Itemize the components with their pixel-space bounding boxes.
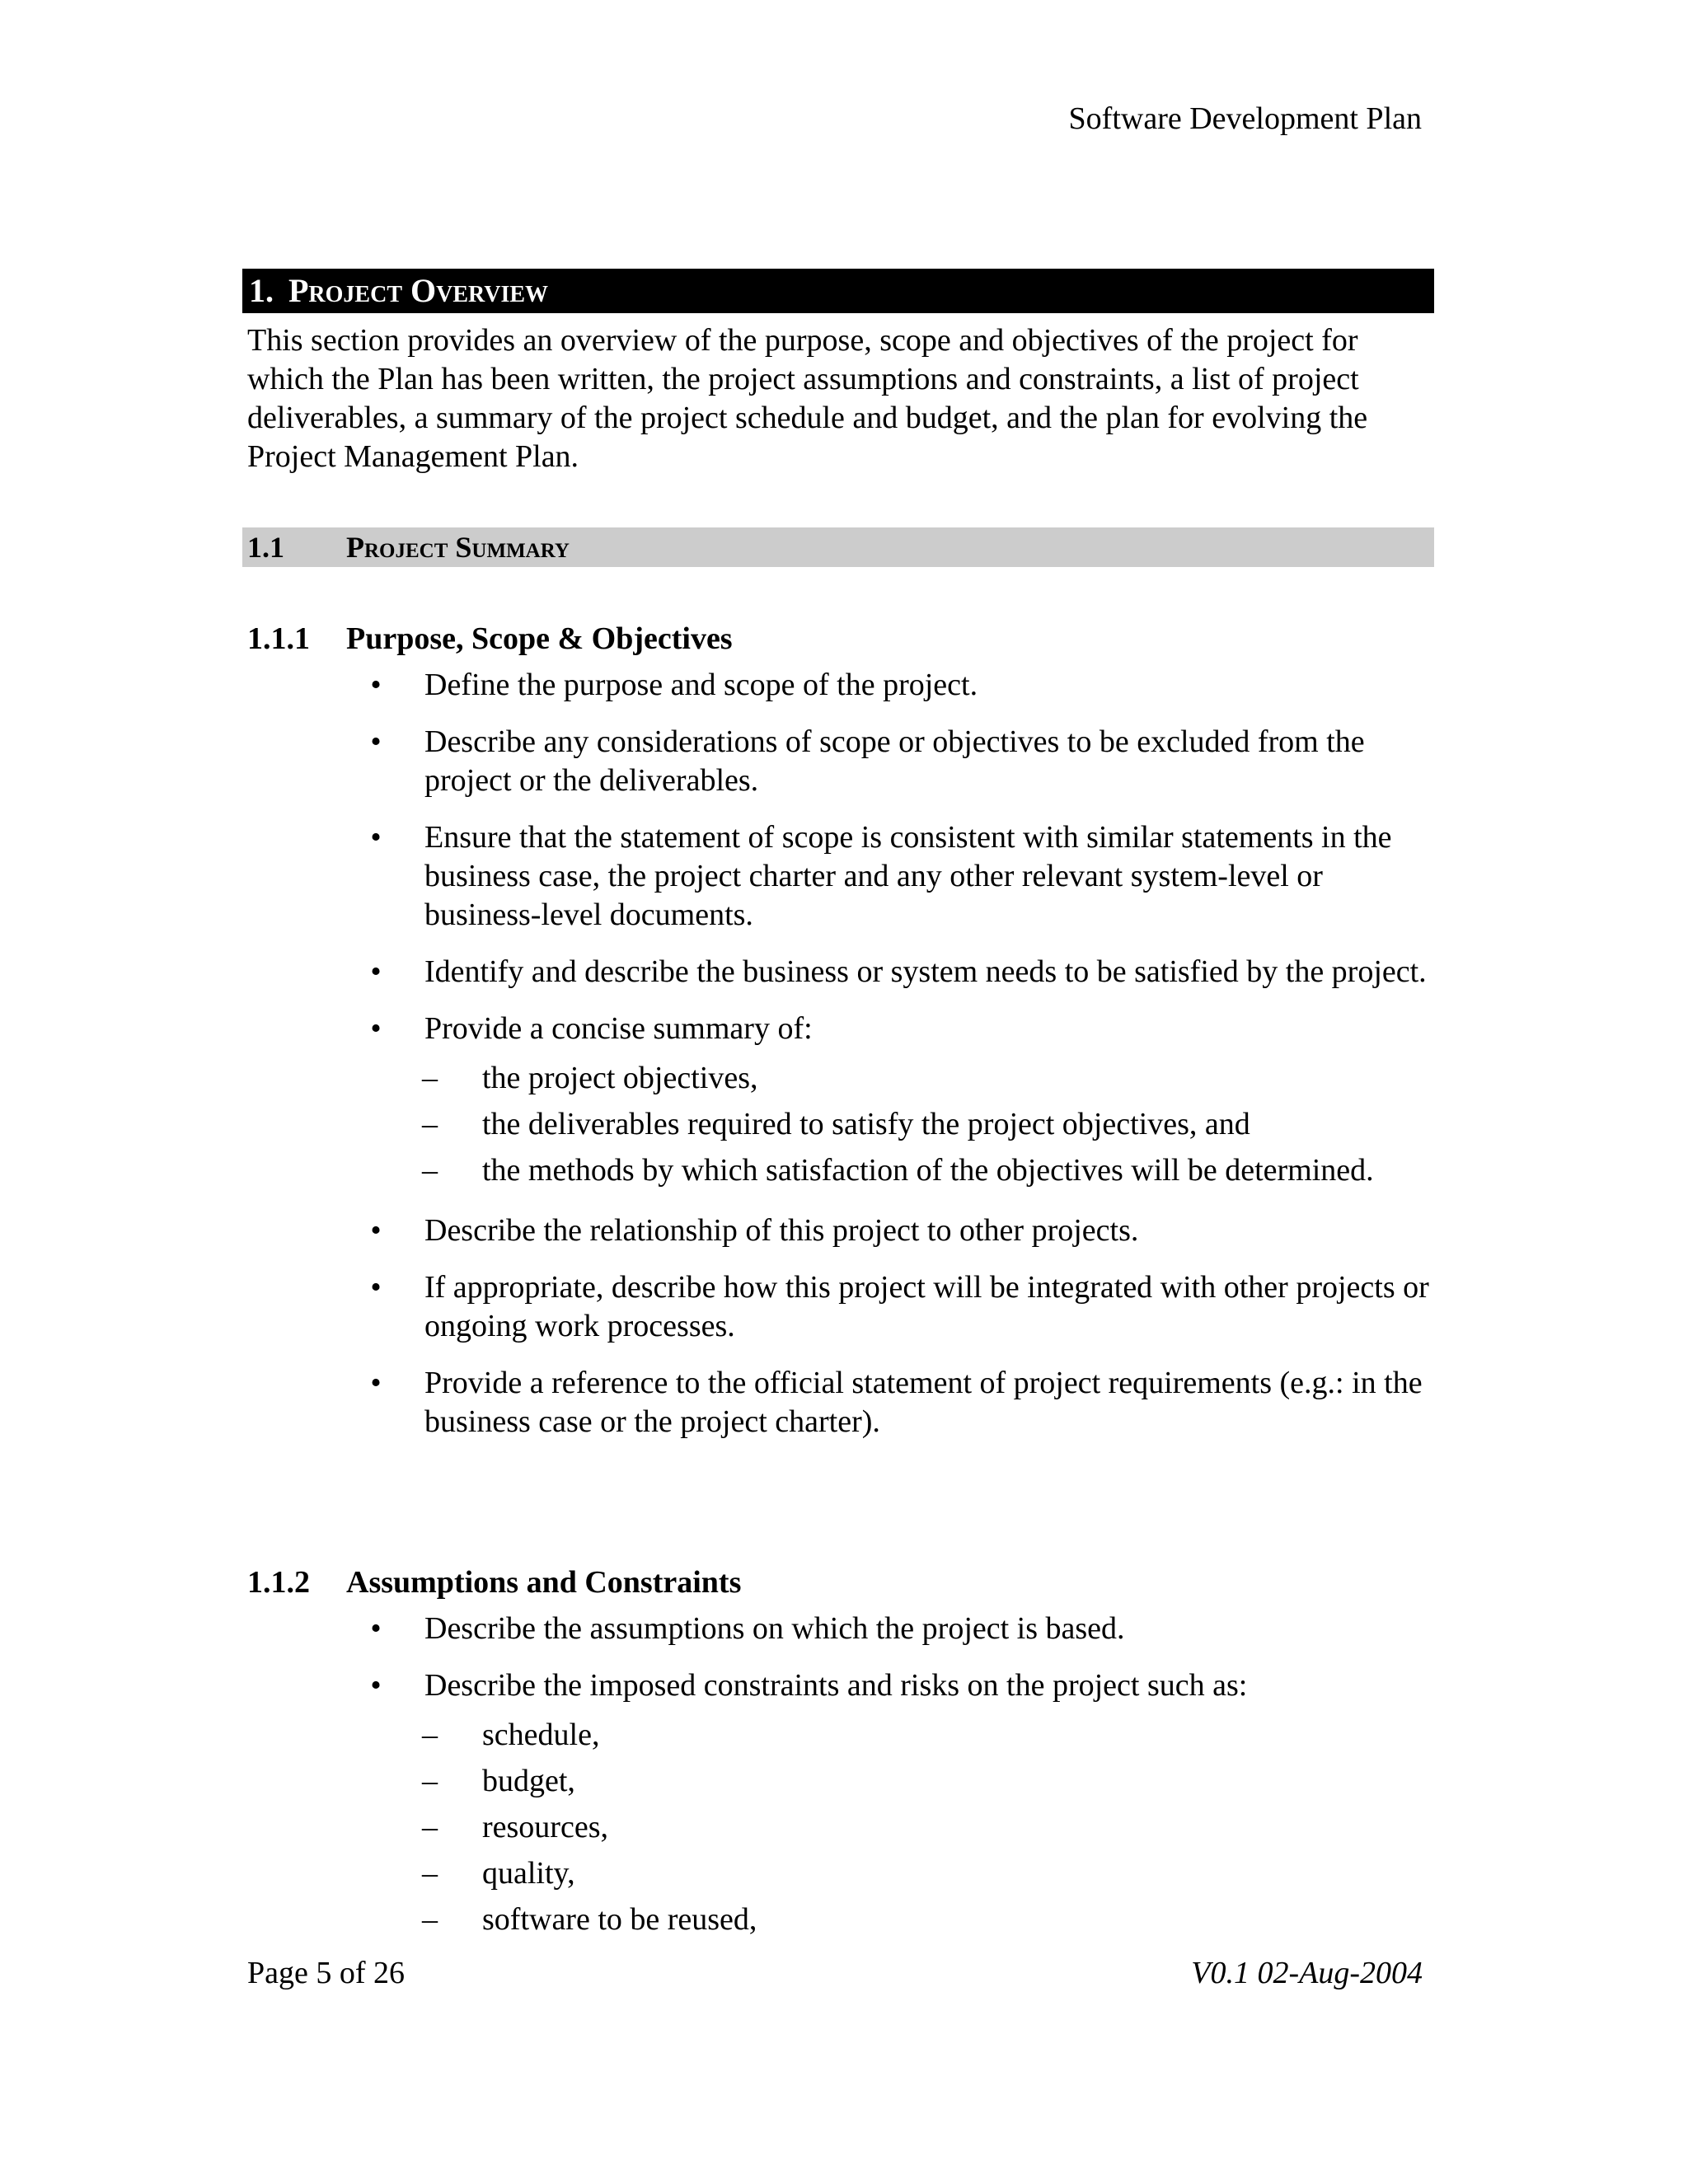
purpose-list bbox=[0, 666, 1688, 1441]
bullet-glyph: • bbox=[370, 954, 382, 989]
list-item-text: Provide a reference to the official statement of project requirements (e.g.: in the business case or the project charter). bbox=[424, 1366, 1423, 1439]
list-item bbox=[0, 1010, 1688, 1048]
dash-glyph: – bbox=[422, 1902, 438, 1937]
bullet-glyph: • bbox=[370, 1270, 382, 1305]
intro-paragraph: This section provides an overview of the purpose, scope and objectives of the project for which the Plan has been written, the project assumptions and constraints, a list of project deliverables, a summary of the project schedule and budget, and the plan for evolving the Project Management Plan. bbox=[247, 323, 1368, 474]
list-item bbox=[0, 723, 1688, 800]
bullet-glyph: • bbox=[370, 1011, 382, 1046]
sub-list-item-text: quality, bbox=[482, 1856, 575, 1891]
list-item bbox=[0, 666, 1688, 705]
list-item-text: If appropriate, describe how this project will be integrated with other projects or ongoing work processes. bbox=[424, 1270, 1429, 1343]
dash-glyph: – bbox=[422, 1718, 438, 1752]
sub-list-item-text: budget, bbox=[482, 1764, 575, 1798]
sub-list-item bbox=[0, 1147, 1688, 1193]
section-heading bbox=[242, 269, 1434, 313]
list-item bbox=[0, 953, 1688, 991]
sub-list-item-text: the project objectives, bbox=[482, 1061, 758, 1095]
purpose-title: Purpose, Scope & Objectives bbox=[346, 621, 733, 656]
section-number: 1. bbox=[249, 272, 274, 309]
list-item bbox=[0, 1212, 1688, 1250]
bullet-glyph: • bbox=[370, 820, 382, 855]
sub-list-item-text: the methods by which satisfaction of the objectives will be determined. bbox=[482, 1153, 1374, 1188]
sub-list-item-text: software to be reused, bbox=[482, 1902, 757, 1937]
dash-glyph: – bbox=[422, 1061, 438, 1095]
list-item bbox=[0, 818, 1688, 935]
sub-list-item bbox=[0, 1712, 1688, 1758]
dash-glyph: – bbox=[422, 1764, 438, 1798]
list-item-text: Provide a concise summary of: bbox=[424, 1011, 813, 1046]
list-item-text: Ensure that the statement of scope is consistent with similar statements in the business case, the project charter and any other relevant system-level or business-level documents. bbox=[424, 820, 1392, 932]
list-item bbox=[0, 1364, 1688, 1441]
sub-list-item-text: schedule, bbox=[482, 1718, 600, 1752]
bullet-glyph: • bbox=[370, 1213, 382, 1248]
list-item bbox=[0, 1268, 1688, 1346]
assumptions-list bbox=[0, 1610, 1688, 1943]
list-item-text: Describe any considerations of scope or objectives to be excluded from the project or the deliverables. bbox=[424, 724, 1365, 798]
list-item-text: Describe the imposed constraints and risks on the project such as: bbox=[424, 1668, 1248, 1703]
list-item bbox=[0, 1666, 1688, 1705]
assumptions-number: 1.1.2 bbox=[247, 1565, 310, 1600]
dash-glyph: – bbox=[422, 1153, 438, 1188]
sub-list-item-text: the deliverables required to satisfy the project objectives, and bbox=[482, 1107, 1250, 1141]
list-item-text: Describe the relationship of this project to other projects. bbox=[424, 1213, 1139, 1248]
section-title: Project Overview bbox=[288, 272, 549, 309]
list-item-text: Define the purpose and scope of the project. bbox=[424, 668, 978, 702]
sub-list-item bbox=[0, 1850, 1688, 1896]
sub-list-item bbox=[0, 1896, 1688, 1943]
bullet-glyph: • bbox=[370, 1668, 382, 1703]
sub-list-item-text: resources, bbox=[482, 1810, 608, 1844]
list-item-text: Describe the assumptions on which the project is based. bbox=[424, 1611, 1125, 1646]
assumptions-title: Assumptions and Constraints bbox=[346, 1565, 742, 1600]
sub-list-item bbox=[0, 1101, 1688, 1147]
version-date: V0.1 02-Aug-2004 bbox=[1191, 1956, 1423, 1990]
bullet-glyph: • bbox=[370, 1366, 382, 1400]
purpose-heading bbox=[247, 618, 1434, 659]
dash-glyph: – bbox=[422, 1107, 438, 1141]
purpose-number: 1.1.1 bbox=[247, 621, 310, 656]
list-item bbox=[0, 1610, 1688, 1648]
sub-list-item bbox=[0, 1055, 1688, 1101]
subsection-number: 1.1 bbox=[247, 531, 284, 564]
dash-glyph: – bbox=[422, 1856, 438, 1891]
subsection-heading bbox=[242, 527, 1434, 567]
assumptions-heading bbox=[247, 1562, 1434, 1603]
bullet-glyph: • bbox=[370, 724, 382, 759]
subsection-title: Project Summary bbox=[346, 531, 570, 564]
bullet-glyph: • bbox=[370, 1611, 382, 1646]
sub-list-item bbox=[0, 1758, 1688, 1804]
dash-glyph: – bbox=[422, 1810, 438, 1844]
page-number: Page 5 of 26 bbox=[247, 1956, 406, 1990]
sub-list-item bbox=[0, 1804, 1688, 1850]
running-header: Software Development Plan bbox=[1068, 101, 1422, 136]
list-item-text: Identify and describe the business or system needs to be satisfied by the project. bbox=[424, 954, 1427, 989]
bullet-glyph: • bbox=[370, 668, 382, 702]
